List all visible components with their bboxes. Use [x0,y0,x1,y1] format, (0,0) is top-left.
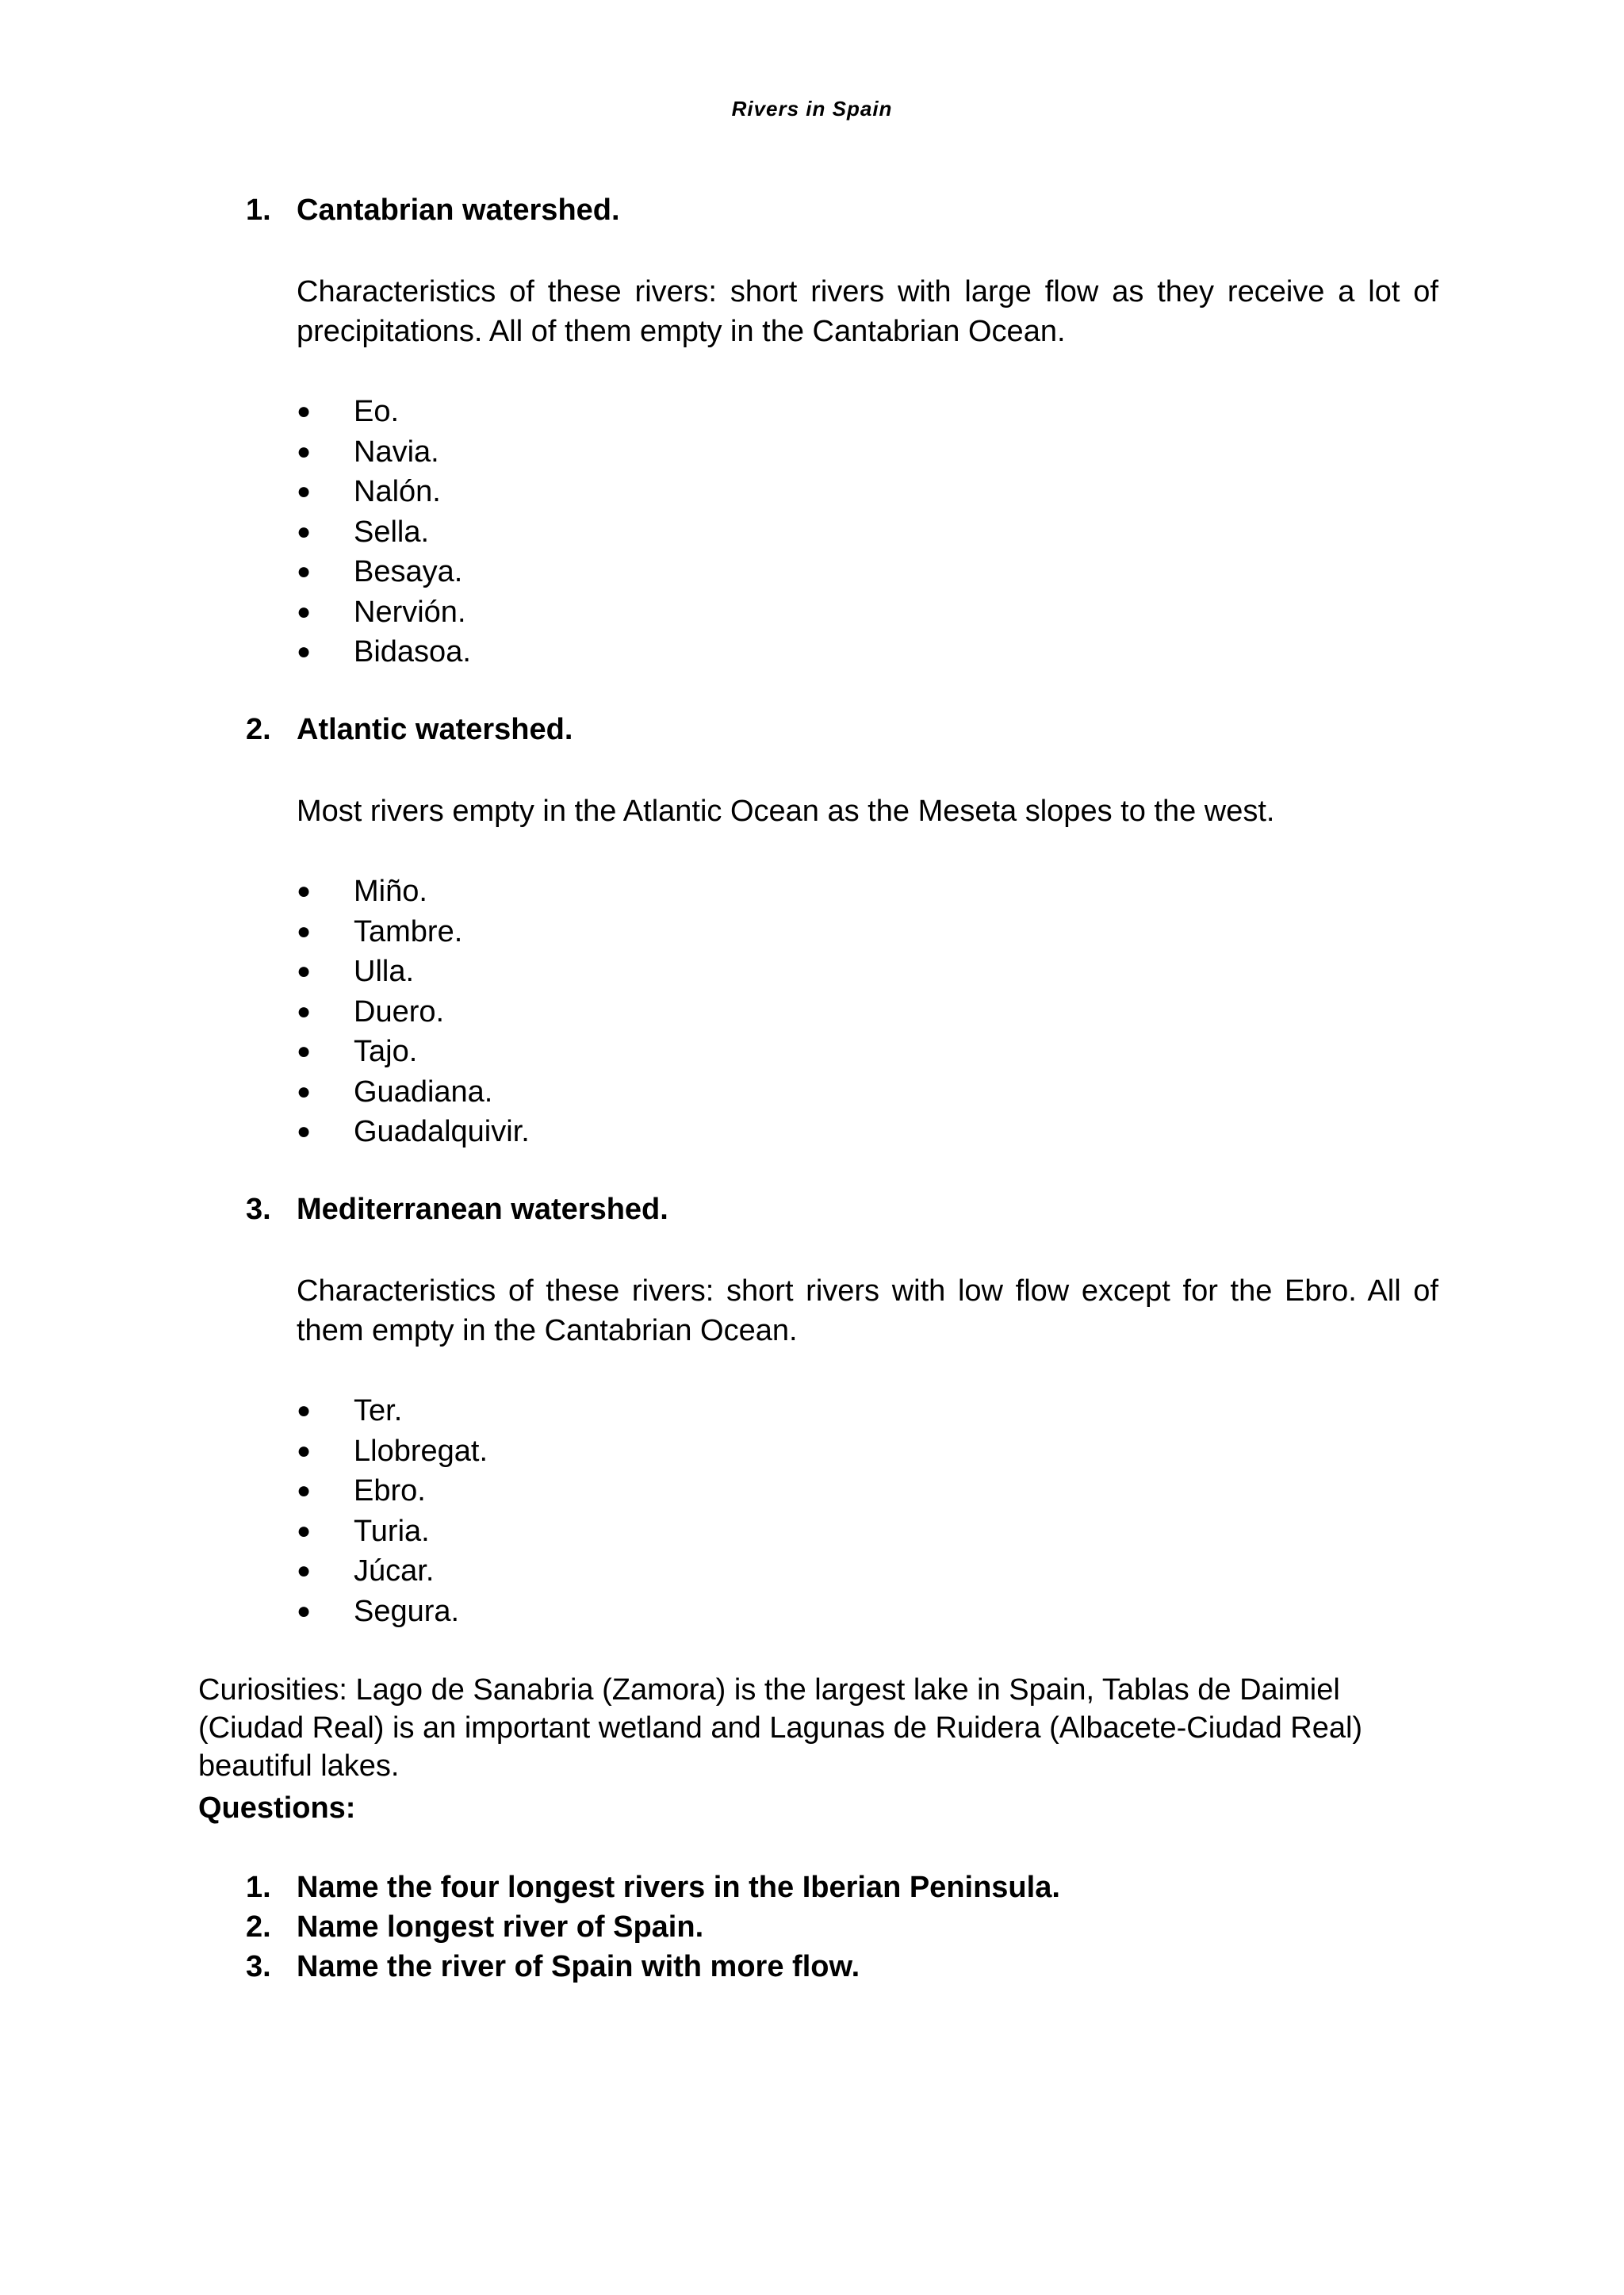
list-item [297,872,530,912]
list-item [297,512,471,553]
list-item [297,1431,488,1472]
list-item [297,552,471,592]
curiosities-paragraph: Curiosities: Lago de Sanabria (Zamora) is the largest lake in Spain, Tablas de Daimiel (Ciudad Real) is an important wetland and Lagunas de Ruidera (Albacete-Ciudad Real) beautiful lakes. [198,1673,1363,1783]
bullet-icon: ● [297,1557,312,1584]
section-heading [246,190,620,230]
river-name: Llobregat. [354,1434,488,1468]
list-item [297,632,471,672]
bullet-icon: ● [297,1397,312,1423]
river-name: Duero. [354,994,445,1029]
section-title: Mediterranean watershed. [297,1193,668,1226]
river-name: Miño. [354,875,427,908]
river-name: Besaya. [354,555,463,588]
section-title: Atlantic watershed. [297,713,573,746]
bullet-icon: ● [297,438,312,465]
question-item [246,1907,1060,1947]
list-item [297,1072,530,1113]
question-text: Name the four longest rivers in the Iberian Peninsula. [297,1871,1060,1904]
bullet-icon: ● [297,638,312,665]
river-name: Bidasoa. [354,635,471,669]
list-item [297,1551,488,1592]
question-text: Name the river of Spain with more flow. [297,1950,860,1983]
river-name: Ter. [354,1394,403,1427]
section-title: Cantabrian watershed. [297,193,620,227]
questions-heading: Questions: [198,1791,356,1825]
list-item [297,1391,488,1431]
river-list [297,1391,488,1631]
bullet-icon: ● [297,1038,312,1064]
river-name: Nervión. [354,595,466,629]
question-item [246,1947,1060,1987]
list-item [297,912,530,952]
list-item [297,1112,530,1152]
question-text: Name longest river of Spain. [297,1910,704,1944]
bullet-icon: ● [297,1437,312,1464]
list-item [297,1032,530,1072]
river-name: Navia. [354,435,439,469]
river-list [297,392,471,672]
list-item [297,432,471,473]
bullet-icon: ● [297,878,312,904]
section-number: 3. [246,1193,271,1226]
river-name: Guadalquivir. [354,1115,530,1148]
bullet-icon: ● [297,398,312,424]
list-item [297,992,530,1033]
river-name: Júcar. [354,1554,435,1588]
list-item [297,1592,488,1632]
river-name: Guadiana. [354,1075,493,1109]
river-name: Eo. [354,395,400,428]
river-name: Ebro. [354,1474,426,1508]
bullet-icon: ● [297,1477,312,1504]
river-name: Tambre. [354,914,463,948]
river-name: Tajo. [354,1035,418,1068]
bullet-icon: ● [297,558,312,584]
bullet-icon: ● [297,478,312,504]
river-name: Ulla. [354,955,415,988]
question-item [246,1868,1060,1907]
bullet-icon: ● [297,1517,312,1544]
river-name: Turia. [354,1514,430,1548]
bullet-icon: ● [297,1597,312,1624]
river-name: Nalón. [354,475,441,508]
bullet-icon: ● [297,598,312,625]
section-description: Most rivers empty in the Atlantic Ocean as the Meseta slopes to the west. [297,795,1275,828]
question-number: 1. [246,1871,271,1904]
section-heading [246,710,573,749]
list-item [297,392,471,432]
river-list [297,872,530,1152]
list-item [297,472,471,512]
running-header: Rivers in Spain [731,97,893,121]
list-item [297,1471,488,1511]
section-number: 2. [246,713,271,746]
section-description: Characteristics of these rivers: short rivers with low flow except for the Ebro. All of them empty in the Cantabrian Ocean. [297,1274,1438,1347]
river-name: Sella. [354,515,430,549]
list-item [297,952,530,992]
river-name: Segura. [354,1594,460,1628]
section-heading [246,1190,668,1229]
bullet-icon: ● [297,1118,312,1144]
section-description: Characteristics of these rivers: short rivers with large flow as they receive a lot of precipitations. All of them empty in the Cantabrian Ocean. [297,275,1438,348]
questions-list [246,1868,1060,1987]
bullet-icon: ● [297,958,312,984]
question-number: 3. [246,1950,271,1983]
bullet-icon: ● [297,1078,312,1105]
section-number: 1. [246,193,271,227]
bullet-icon: ● [297,518,312,545]
bullet-icon: ● [297,998,312,1025]
list-item [297,592,471,633]
bullet-icon: ● [297,918,312,944]
list-item [297,1511,488,1552]
question-number: 2. [246,1910,271,1944]
